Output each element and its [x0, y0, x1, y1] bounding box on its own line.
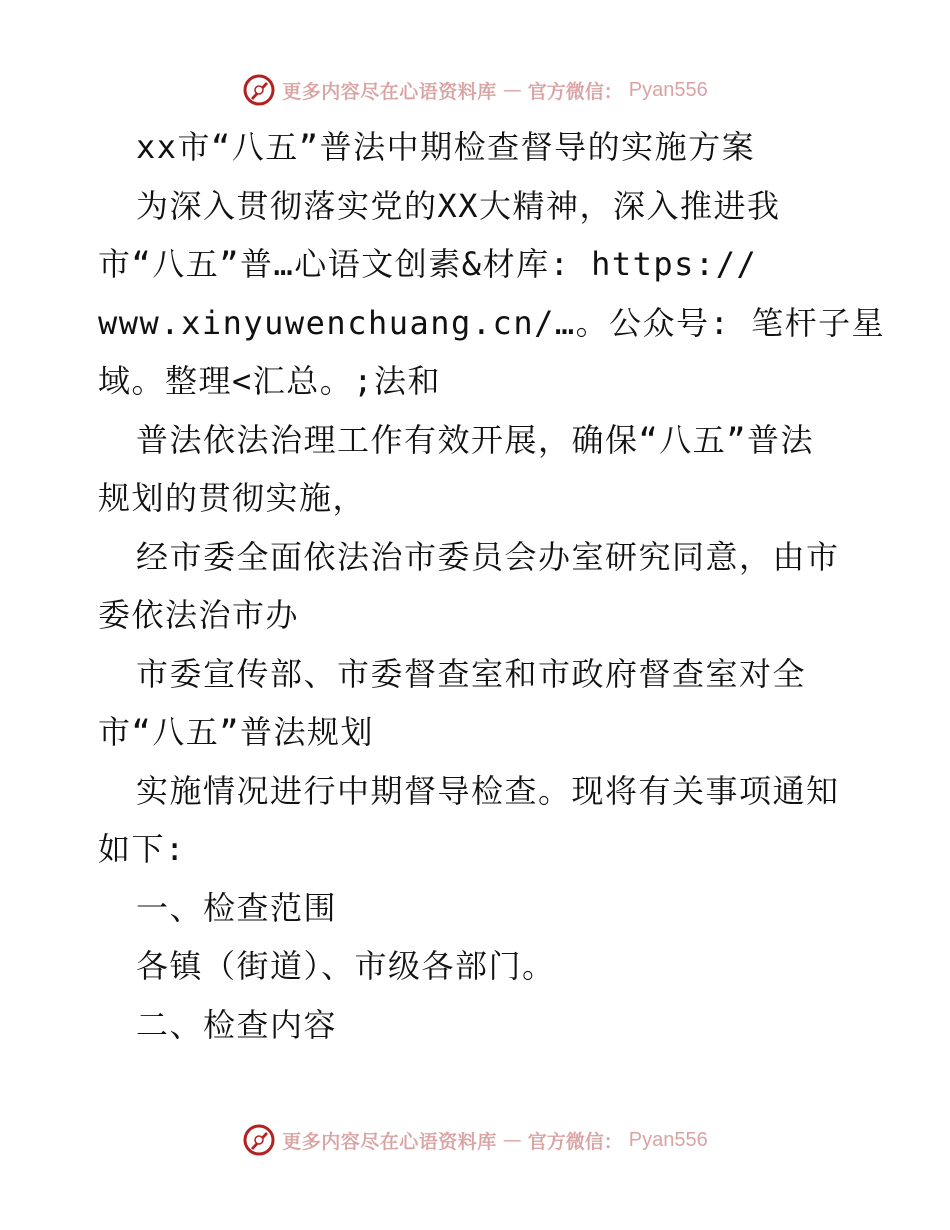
- paragraph-line: 委依法治市办: [98, 596, 300, 634]
- paragraph-line: 域。整理<汇总。;法和: [98, 362, 442, 400]
- paragraph-line: 为深入贯彻落实党的XX大精神，深入推进我: [136, 186, 781, 225]
- header-banner-text: 更多内容尽在心语资料库: [282, 80, 497, 103]
- paragraph-line: 如下:: [98, 830, 186, 868]
- section-heading: 二、检查内容: [136, 1005, 338, 1044]
- footer-wechat-label: 官方微信：: [527, 1130, 623, 1153]
- header-banner-content: [242, 73, 708, 107]
- document-title: xx市“八五”普法中期检查督导的实施方案: [136, 128, 756, 166]
- header-banner: [0, 70, 950, 110]
- footer-wechat-id: Pyan556: [628, 1128, 708, 1151]
- header-wechat-label: 官方微信：: [527, 80, 623, 103]
- paragraph-line: 规划的贯彻实施，: [98, 479, 367, 517]
- footer-banner-text: 更多内容尽在心语资料库: [282, 1130, 497, 1153]
- paragraph-line: 市“八五”普法规划: [98, 713, 375, 751]
- footer-banner-content: [242, 1123, 708, 1157]
- document-body: [98, 118, 886, 1054]
- quill-logo-icon: [242, 73, 276, 107]
- paragraph-line: www.xinyuwenchuang.cn/…。公众号: 笔杆子星: [98, 303, 886, 342]
- header-wechat-id: Pyan556: [628, 78, 708, 101]
- quill-logo-icon: [242, 1123, 276, 1157]
- footer-banner-dash: —: [502, 1129, 522, 1151]
- footer-banner: [0, 1120, 950, 1160]
- header-banner-dash: —: [502, 79, 522, 101]
- paragraph-line: 各镇（街道）、市级各部门。: [136, 947, 556, 985]
- paragraph-line: 普法依法治理工作有效开展，确保“八五”普法: [136, 420, 815, 459]
- paragraph-line: 市“八五”普…心语文创素&材库: https://: [98, 245, 758, 283]
- paragraph-line: 实施情况进行中期督导检查。现将有关事项通知: [136, 771, 840, 810]
- section-heading: 一、检查范围: [136, 888, 338, 927]
- paragraph-line: 经市委全面依法治市委员会办室研究同意，由市: [136, 537, 840, 576]
- paragraph-line: 市委宣传部、市委督查室和市政府督查室对全: [136, 654, 807, 693]
